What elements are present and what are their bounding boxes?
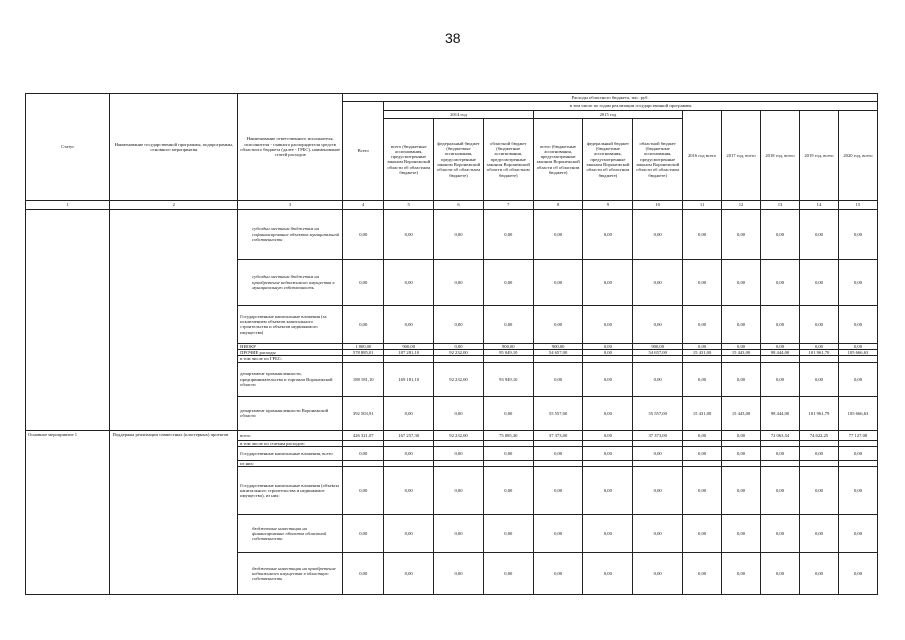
value-cell: 15 431,00: [683, 350, 722, 356]
value-cell: 0,00: [343, 209, 384, 259]
value-cell: 95 049,10: [483, 350, 533, 356]
value-cell: 900,00: [533, 343, 583, 349]
value-cell: 72 063,54: [761, 430, 800, 440]
value-cell: 75 085,30: [483, 430, 533, 440]
value-cell: 37 373,00: [533, 430, 583, 440]
column-number: 9: [583, 200, 633, 209]
value-cell: 0,00: [683, 305, 722, 343]
value-cell: 0,00: [343, 305, 384, 343]
event-status: Основное мероприятие 1: [26, 430, 110, 595]
header-year-2016: 2016 год всего: [683, 110, 722, 200]
column-number: 7: [483, 200, 533, 209]
value-cell: 392 503,91: [343, 396, 384, 430]
value-cell: 900,00: [633, 343, 683, 349]
value-cell: 0,00: [434, 553, 484, 595]
value-cell: 0,00: [533, 467, 583, 515]
column-number: 6: [434, 200, 484, 209]
row-label: бюджетные инвестиции на финансирование объектов областной собственности: [238, 515, 343, 553]
row-label: субсидии местным бюджетам на софинансирование объектов муниципальной собственности: [238, 209, 343, 259]
value-cell: 0,00: [722, 515, 761, 553]
value-cell: 0,00: [343, 446, 384, 460]
value-cell: 0,00: [384, 553, 434, 595]
value-cell: 0,00: [633, 446, 683, 460]
value-cell: 0,00: [761, 362, 800, 396]
value-cell: 0,00: [633, 515, 683, 553]
value-cell: 0,00: [533, 515, 583, 553]
value-cell: 15 431,00: [683, 396, 722, 430]
value-cell: 92 232,00: [434, 362, 484, 396]
status-cell: [26, 209, 110, 430]
value-cell: 0,00: [722, 305, 761, 343]
header-year-2015: 2015 год: [533, 110, 682, 118]
value-cell: 0,00: [722, 343, 761, 349]
value-cell: 0,00: [583, 209, 633, 259]
value-cell: 0,00: [722, 446, 761, 460]
value-cell: 0,00: [722, 209, 761, 259]
value-cell: 92 232,00: [434, 430, 484, 440]
header-2014-federal: федеральный бюджет (бюджетные ассигнования, предусмотренные законом Воронежской области об областном бюджете): [434, 118, 484, 200]
row-label: субсидии местным бюджетам на приобретение недвижимого имущества в муниципальную собственность: [238, 259, 343, 305]
budget-table: [25, 93, 878, 595]
value-cell: 37 373,00: [633, 430, 683, 440]
event-name: Поддержка реализации совместных (кластерных) проектов: [110, 430, 238, 595]
value-cell: 54 657,00: [533, 350, 583, 356]
row-label: из них:: [238, 460, 343, 466]
value-cell: 74 622,25: [799, 430, 838, 440]
value-cell: 0,00: [683, 430, 722, 440]
column-number: 8: [533, 200, 583, 209]
value-cell: 0,00: [761, 553, 800, 595]
value-cell: 0,00: [722, 467, 761, 515]
value-cell: 105 666,63: [838, 396, 877, 430]
value-cell: 0,00: [761, 305, 800, 343]
value-cell: 0,00: [799, 553, 838, 595]
value-cell: 0,00: [761, 467, 800, 515]
program-name-cell: [110, 209, 238, 430]
value-cell: 0,00: [633, 209, 683, 259]
value-cell: 0,00: [838, 553, 877, 595]
header-2015-regional: областной бюджет (бюджетные ассигнования, предусмотренные законом Воронежской области об областном бюджете): [633, 118, 683, 200]
value-cell: 0,00: [483, 553, 533, 595]
value-cell: 900,00: [483, 343, 533, 349]
header-executor: Наименование ответственного исполнителя, исполнителя - главного распорядителя средств областного бюджета (далее - ГРБС), наименование статей расходов: [238, 94, 343, 201]
column-number: 2: [110, 200, 238, 209]
value-cell: 0,00: [761, 446, 800, 460]
value-cell: 0,00: [633, 467, 683, 515]
header-expenses-title: Расходы областного бюджета, тыс. руб.: [343, 94, 878, 102]
header-status: Статус: [26, 94, 110, 201]
table-row: [26, 209, 878, 259]
value-cell: 0,00: [722, 430, 761, 440]
value-cell: 0,00: [533, 553, 583, 595]
value-cell: 0,00: [799, 467, 838, 515]
column-number: 5: [384, 200, 434, 209]
value-cell: 0,00: [799, 515, 838, 553]
value-cell: 0,00: [838, 446, 877, 460]
value-cell: 77 127,08: [838, 430, 877, 440]
value-cell: 0,00: [533, 259, 583, 305]
value-cell: 0,00: [434, 305, 484, 343]
value-cell: 0,00: [533, 446, 583, 460]
value-cell: 167 257,30: [384, 430, 434, 440]
value-cell: 0,00: [483, 396, 533, 430]
row-label: Государственные капитальные вложения (за исключением объектов капитального строительства и объектов недвижимого имущества): [238, 305, 343, 343]
row-label: бюджетные инвестиции на приобретение недвижимого имущества в областную собственность: [238, 553, 343, 595]
value-cell: 0,00: [683, 446, 722, 460]
value-cell: 93 949,10: [483, 362, 533, 396]
value-cell: 0,00: [761, 259, 800, 305]
value-cell: 0,00: [483, 446, 533, 460]
header-2015-total: всего (бюджетные ассигнования, предусмотренные законом Воронежской области об областном бюджете): [533, 118, 583, 200]
value-cell: 0,00: [483, 259, 533, 305]
value-cell: 0,00: [838, 467, 877, 515]
value-cell: 0,00: [799, 209, 838, 259]
column-number: 11: [683, 200, 722, 209]
column-number: 12: [722, 200, 761, 209]
value-cell: 0,00: [343, 259, 384, 305]
value-cell: 0,00: [799, 446, 838, 460]
value-cell: 0,00: [761, 343, 800, 349]
row-label: Государственные капитальные вложения, всего: [238, 446, 343, 460]
row-label: НИОКР: [238, 343, 343, 349]
header-program-name: Наименование государственной программы, подпрограммы, основного мероприятия: [110, 94, 238, 201]
value-cell: 55 557,00: [533, 396, 583, 430]
column-number: 14: [799, 200, 838, 209]
value-cell: 0,00: [434, 209, 484, 259]
value-cell: 0,00: [838, 259, 877, 305]
value-cell: 0,00: [761, 209, 800, 259]
value-cell: 0,00: [343, 553, 384, 595]
value-cell: 0,00: [838, 305, 877, 343]
value-cell: 0,00: [799, 362, 838, 396]
value-cell: 98 444,00: [761, 350, 800, 356]
value-cell: 0,00: [384, 209, 434, 259]
header-by-years: в том числе по годам реализации государственной программы: [384, 102, 878, 110]
value-cell: 0,00: [799, 305, 838, 343]
column-number: 15: [838, 200, 877, 209]
value-cell: 0,00: [483, 467, 533, 515]
value-cell: 0,00: [533, 305, 583, 343]
column-number: 4: [343, 200, 384, 209]
value-cell: 0,00: [434, 259, 484, 305]
value-cell: 0,00: [722, 553, 761, 595]
value-cell: 0,00: [633, 362, 683, 396]
value-cell: 0,00: [434, 396, 484, 430]
value-cell: 0,00: [583, 259, 633, 305]
row-label: ПРОЧИЕ расходы: [238, 350, 343, 356]
value-cell: 0,00: [583, 343, 633, 349]
value-cell: 0,00: [683, 209, 722, 259]
value-cell: 101 961,70: [799, 350, 838, 356]
value-cell: 0,00: [583, 362, 633, 396]
header-year-2020: 2020 год, всего: [838, 110, 877, 200]
value-cell: 900,00: [384, 343, 434, 349]
value-cell: 0,00: [384, 305, 434, 343]
value-cell: 0,00: [533, 209, 583, 259]
value-cell: 0,00: [583, 350, 633, 356]
page-number: 38: [445, 30, 461, 46]
value-cell: 92 232,00: [434, 350, 484, 356]
value-cell: 188 181,10: [343, 362, 384, 396]
value-cell: 0,00: [761, 515, 800, 553]
row-label: департамент промышленности, предпринимательства и торговли Воронежской области: [238, 362, 343, 396]
value-cell: 0,00: [683, 343, 722, 349]
value-cell: 0,00: [533, 362, 583, 396]
value-cell: 0,00: [434, 343, 484, 349]
header-total: Всего: [343, 102, 384, 201]
value-cell: 0,00: [838, 209, 877, 259]
value-cell: 0,00: [583, 553, 633, 595]
value-cell: 0,00: [633, 553, 683, 595]
value-cell: 0,00: [583, 305, 633, 343]
value-cell: 0,00: [722, 362, 761, 396]
row-label: всего: [238, 430, 343, 440]
value-cell: 578 885,01: [343, 350, 384, 356]
header-2014-total: всего (бюджетные ассигнования, предусмотренные законом Воронежской области об областном бюджете): [384, 118, 434, 200]
value-cell: 0,00: [583, 446, 633, 460]
column-number: 3: [238, 200, 343, 209]
value-cell: 426 321,07: [343, 430, 384, 440]
value-cell: 0,00: [799, 259, 838, 305]
value-cell: 0,00: [384, 515, 434, 553]
value-cell: 0,00: [683, 515, 722, 553]
value-cell: 55 557,00: [633, 396, 683, 430]
value-cell: 0,00: [343, 467, 384, 515]
value-cell: 0,00: [434, 446, 484, 460]
row-label: в том числе по ГРБС:: [238, 356, 343, 362]
value-cell: 187 281,10: [384, 350, 434, 356]
value-cell: 15 443,00: [722, 396, 761, 430]
value-cell: 0,00: [483, 305, 533, 343]
value-cell: 0,00: [384, 259, 434, 305]
header-2015-federal: федеральный бюджет (бюджетные ассигнования, предусмотренные законом Воронежской области об областном бюджете): [583, 118, 633, 200]
value-cell: 98 444,00: [761, 396, 800, 430]
value-cell: 0,00: [633, 305, 683, 343]
row-label: в том числе по статьям расходов:: [238, 440, 343, 446]
value-cell: 0,00: [633, 259, 683, 305]
value-cell: 0,00: [384, 396, 434, 430]
value-cell: 0,00: [722, 259, 761, 305]
value-cell: 0,00: [838, 515, 877, 553]
value-cell: 0,00: [483, 515, 533, 553]
value-cell: 0,00: [683, 553, 722, 595]
value-cell: 0,00: [683, 259, 722, 305]
value-cell: 0,00: [683, 362, 722, 396]
header-year-2014: 2014 год: [384, 110, 533, 118]
value-cell: 0,00: [583, 430, 633, 440]
value-cell: 101 961,79: [799, 396, 838, 430]
column-number: 10: [633, 200, 683, 209]
value-cell: 0,00: [583, 515, 633, 553]
header-2014-regional: областной бюджет (бюджетные ассигнования, предусмотренные законом Воронежской области об областном бюджете): [483, 118, 533, 200]
value-cell: 105 666,63: [838, 350, 877, 356]
value-cell: 0,00: [683, 467, 722, 515]
value-cell: 1 800,00: [343, 343, 384, 349]
value-cell: 0,00: [384, 467, 434, 515]
value-cell: 54 657,00: [633, 350, 683, 356]
header-year-2019: 2019 год, всего: [799, 110, 838, 200]
value-cell: 0,00: [838, 362, 877, 396]
value-cell: 0,00: [384, 446, 434, 460]
value-cell: 0,00: [434, 467, 484, 515]
header-year-2017: 2017 год, всего: [722, 110, 761, 200]
value-cell: 0,00: [583, 396, 633, 430]
value-cell: 15 443,00: [722, 350, 761, 356]
header-year-2018: 2018 год, всего: [761, 110, 800, 200]
value-cell: 0,00: [343, 515, 384, 553]
column-number: 1: [26, 200, 110, 209]
value-cell: 0,00: [838, 343, 877, 349]
value-cell: 0,00: [583, 467, 633, 515]
table-row: [26, 430, 878, 440]
value-cell: 0,00: [483, 209, 533, 259]
value-cell: 0,00: [799, 343, 838, 349]
value-cell: 0,00: [434, 515, 484, 553]
row-label: департамент промышленности Воронежской области: [238, 396, 343, 430]
value-cell: 169 181,10: [384, 362, 434, 396]
row-label: Государственные капитальные вложения (объекты капитального строительства и недвижимое имущество), из них:: [238, 467, 343, 515]
column-number: 13: [761, 200, 800, 209]
